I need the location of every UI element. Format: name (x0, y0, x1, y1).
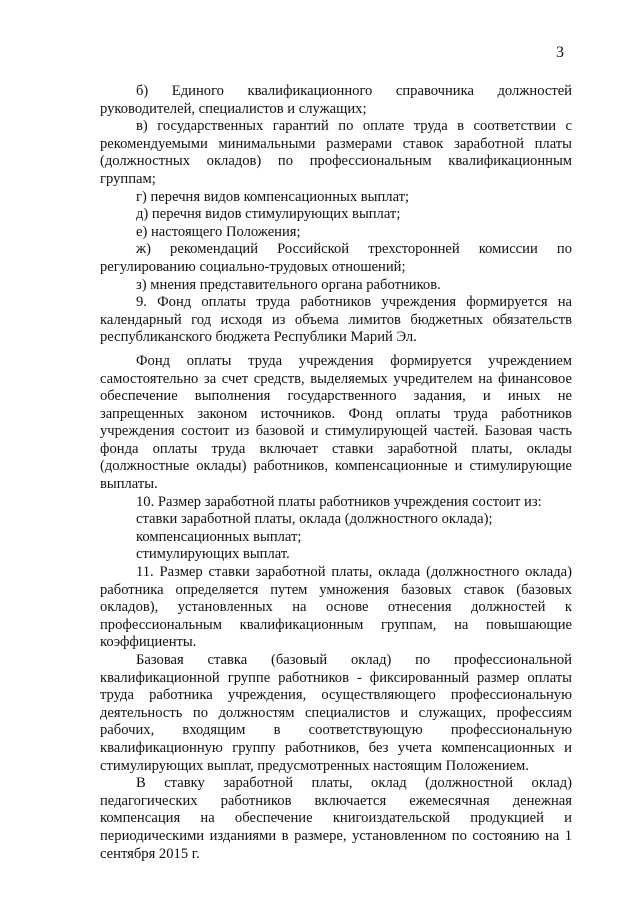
paragraph-v: в) государственных гарантий по оплате труда в соответствии с рекомендуемыми минимальными размерами ставок заработной платы (должностных окладов) по профессиональным квалификационным группам; (100, 118, 572, 187)
paragraph-z: з) мнения представительного органа работников. (136, 276, 441, 293)
paragraph-d: д) перечня видов стимулирующих выплат; (136, 206, 401, 223)
paragraph-section-10: 10. Размер заработной платы работников учреждения состоит из: (136, 493, 542, 510)
paragraph-b: б) Единого квалификационного справочника должностей руководителей, специалистов и служащих; (100, 83, 572, 117)
paragraph-incentive-payments: стимулирующих выплат. (136, 546, 290, 563)
paragraph-zh: ж) рекомендаций Российской трехсторонней комиссии по регулированию социально-трудовых отношений; (100, 241, 572, 275)
paragraph-teacher-compensation: В ставку заработной платы, оклад (должностной оклад) педагогических работников включается ежемесячная денежная компенсация на обеспечение книгоиздательской продукцией и периодическими изданиями в размере, установленном по состоянию на 1 сентября 2015 г. (100, 775, 572, 862)
paragraph-fund-composition: Фонд оплаты труда учреждения формируется учреждением самостоятельно за счет средств, выделяемых учредителем на финансовое обеспечение выполнения государственного задания, и иных не запрещенных законом источников. Фонд оплаты труда работников учреждения состоит из базовой и стимулирующей частей. Базовая часть фонда оплаты труда включает ставки заработной платы, оклады (должностные оклады) работников, компенсационные и стимулирующие выплаты. (100, 352, 572, 493)
paragraph-section-9: 9. Фонд оплаты труда работников учреждения формируется на календарный год исходя из объема лимитов бюджетных обязательств республиканского бюджета Республики Марий Эл. (100, 294, 572, 346)
paragraph-salary-rate: ставки заработной платы, оклада (должностного оклада); (136, 511, 493, 528)
paragraph-section-11: 11. Размер ставки заработной платы, оклада (должностного оклада) работника определяется путем умножения базовых ставок (базовых окладов), установленных на основе отнесения должностей к профессиональным квалификационным группам, на повышающие коэффициенты. (100, 564, 572, 651)
paragraph-base-rate-definition: Базовая ставка (базовый оклад) по профессиональной квалификационной группе работников - фиксированный размер оплаты труда работника учреждения, осуществляющего профессиональную деятельность по должностям специалистов и служащих, профессиям рабочих, входящим в соответствующую профессиональную квалификационную группу работников, без учета компенсационных и стимулирующих выплат, предусмотренных настоящим Положением. (100, 652, 572, 774)
paragraph-compensation-payments: компенсационных выплат; (136, 528, 302, 545)
paragraph-e: е) настоящего Положения; (136, 223, 301, 240)
document-body (100, 83, 572, 863)
paragraph-g: г) перечня видов компенсационных выплат; (136, 188, 410, 205)
page-number: 3 (556, 44, 564, 61)
